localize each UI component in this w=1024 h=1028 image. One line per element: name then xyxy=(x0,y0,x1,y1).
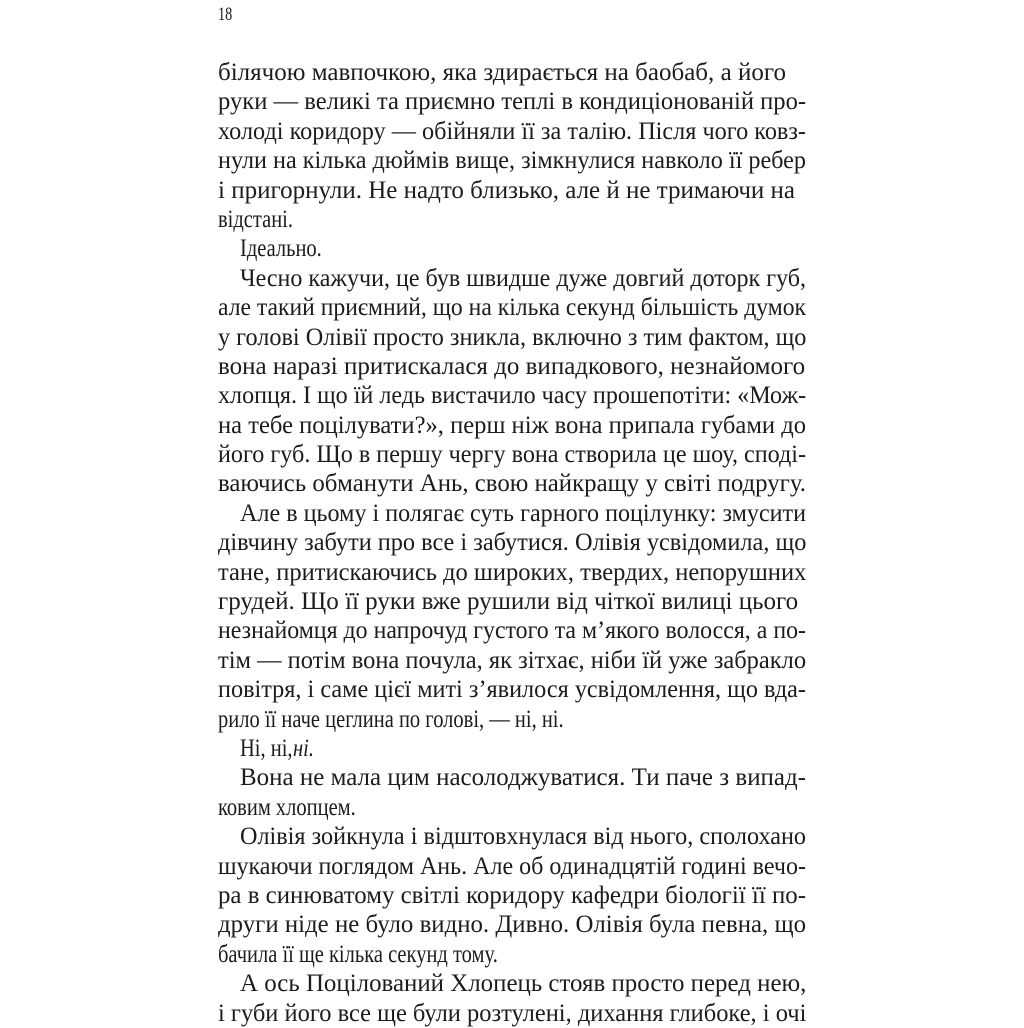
text-line xyxy=(218,323,806,352)
text-line xyxy=(218,264,806,293)
text-line-content: ваючись обманути Ань, свою найкращу у світі подругу. xyxy=(218,470,807,498)
text-line-content: нули на кілька дюймів вище, зімкнулися навколо її ребер xyxy=(218,147,806,175)
text-line xyxy=(218,528,806,557)
text-line-content: але такий приємний, що на кілька секунд більшість думок xyxy=(218,294,806,322)
text-line xyxy=(218,734,806,763)
text-line-content: Вона не мала цим насолоджуватися. Ти паче з випад- xyxy=(240,764,806,792)
text-line-content: у голові Олівії просто зникла, включно з тим фактом, що xyxy=(218,323,807,351)
text-line-content: його губ. Що в першу чергу вона створила це шоу, споді- xyxy=(218,441,807,469)
text-line-content: Ідеально. xyxy=(240,235,322,263)
text-line xyxy=(218,969,806,998)
text-line xyxy=(218,87,806,116)
text-line xyxy=(218,469,806,498)
text-line xyxy=(218,176,806,205)
text-line-content: тане, притискаючись до широких, твердих, непорушних xyxy=(218,558,807,586)
text-line xyxy=(218,940,806,969)
text-line-content: на тебе поцілувати?», перш ніж вона припала губами до xyxy=(218,411,806,439)
text-line xyxy=(218,999,806,1028)
text-line xyxy=(218,852,806,881)
text-line-content: хлопця. І що їй ледь вистачило часу прошепотіти: «Мож- xyxy=(218,382,807,410)
text-line-content: білячою мавпочкою, яка здирається на баобаб, а його xyxy=(218,59,786,86)
text-line xyxy=(218,440,806,469)
text-line xyxy=(218,381,806,410)
text-line xyxy=(218,558,806,587)
text-line xyxy=(218,822,806,851)
text-line xyxy=(218,675,806,704)
text-line-content: Олівія зойкнула і відштовхнулася від нього, сполохано xyxy=(240,823,806,851)
text-line-content: тім — потім вона почула, як зітхає, ніби їй уже забракло xyxy=(218,646,807,674)
text-line-content: відстані. xyxy=(218,205,294,233)
text-line-content: шукаючи поглядом Ань. Але об одинадцятій годині вечо- xyxy=(218,852,806,880)
text-line xyxy=(218,205,806,234)
italic-emphasis: ні. xyxy=(292,734,314,762)
text-line xyxy=(218,234,806,263)
text-line xyxy=(218,293,806,322)
page-number: 18 xyxy=(218,4,233,25)
text-line-content: Але в цьому і полягає суть гарного поцілунку: змусити xyxy=(240,499,806,527)
page-body-text xyxy=(218,58,806,1028)
text-line-content: дівчину забути про все і забутися. Олівія усвідомила, що xyxy=(218,529,807,557)
text-line xyxy=(218,58,806,87)
text-line-content: повітря, і саме цієї миті з’явилося усвідомлення, що вда- xyxy=(218,676,806,704)
text-line-content: ра в синюватому світлі коридору кафедри біології її по- xyxy=(218,881,806,909)
text-line xyxy=(218,499,806,528)
text-line-content: Ні, ні, xyxy=(240,734,293,762)
text-line-content: бачила її ще кілька секунд тому. xyxy=(218,940,498,968)
text-line-content: і пригорнули. Не надто близько, але й не тримаючи на xyxy=(218,176,796,204)
text-line xyxy=(218,587,806,616)
text-line-content: холоді коридору — обійняли її за талію. Після чого ковз- xyxy=(218,117,806,145)
text-line xyxy=(218,616,806,645)
text-line xyxy=(218,146,806,175)
text-line xyxy=(218,793,806,822)
text-line-content: Чесно кажучи, це був швидше дуже довгий доторк губ, xyxy=(240,264,806,292)
text-line-content: незнайомця до напрочуд густого та м’якого волосся, а по- xyxy=(218,617,806,645)
text-line-content: руки — великі та приємно теплі в кондиціонованій про- xyxy=(218,88,807,116)
text-line-content: і губи його все ще були розтулені, дихання глибоке, і очі xyxy=(218,999,807,1027)
text-line-content: рило її наче цеглина по голові, — ні, ні. xyxy=(218,705,564,733)
text-line-content: вона наразі притискалася до випадкового, незнайомого xyxy=(218,352,806,380)
text-line-content: ковим хлопцем. xyxy=(218,793,356,821)
text-line xyxy=(218,117,806,146)
text-line xyxy=(218,705,806,734)
text-line-content: други ніде не було видно. Дивно. Олівія була певна, що xyxy=(218,911,806,939)
text-line xyxy=(218,352,806,381)
text-line xyxy=(218,763,806,792)
text-line xyxy=(218,881,806,910)
text-line-content: А ось Поцілований Хлопець стояв просто перед нею, xyxy=(240,970,807,998)
text-line xyxy=(218,910,806,939)
text-line xyxy=(218,411,806,440)
text-line xyxy=(218,646,806,675)
text-line-content: грудей. Що її руки вже рушили від чіткої вилиці цього xyxy=(218,588,799,616)
